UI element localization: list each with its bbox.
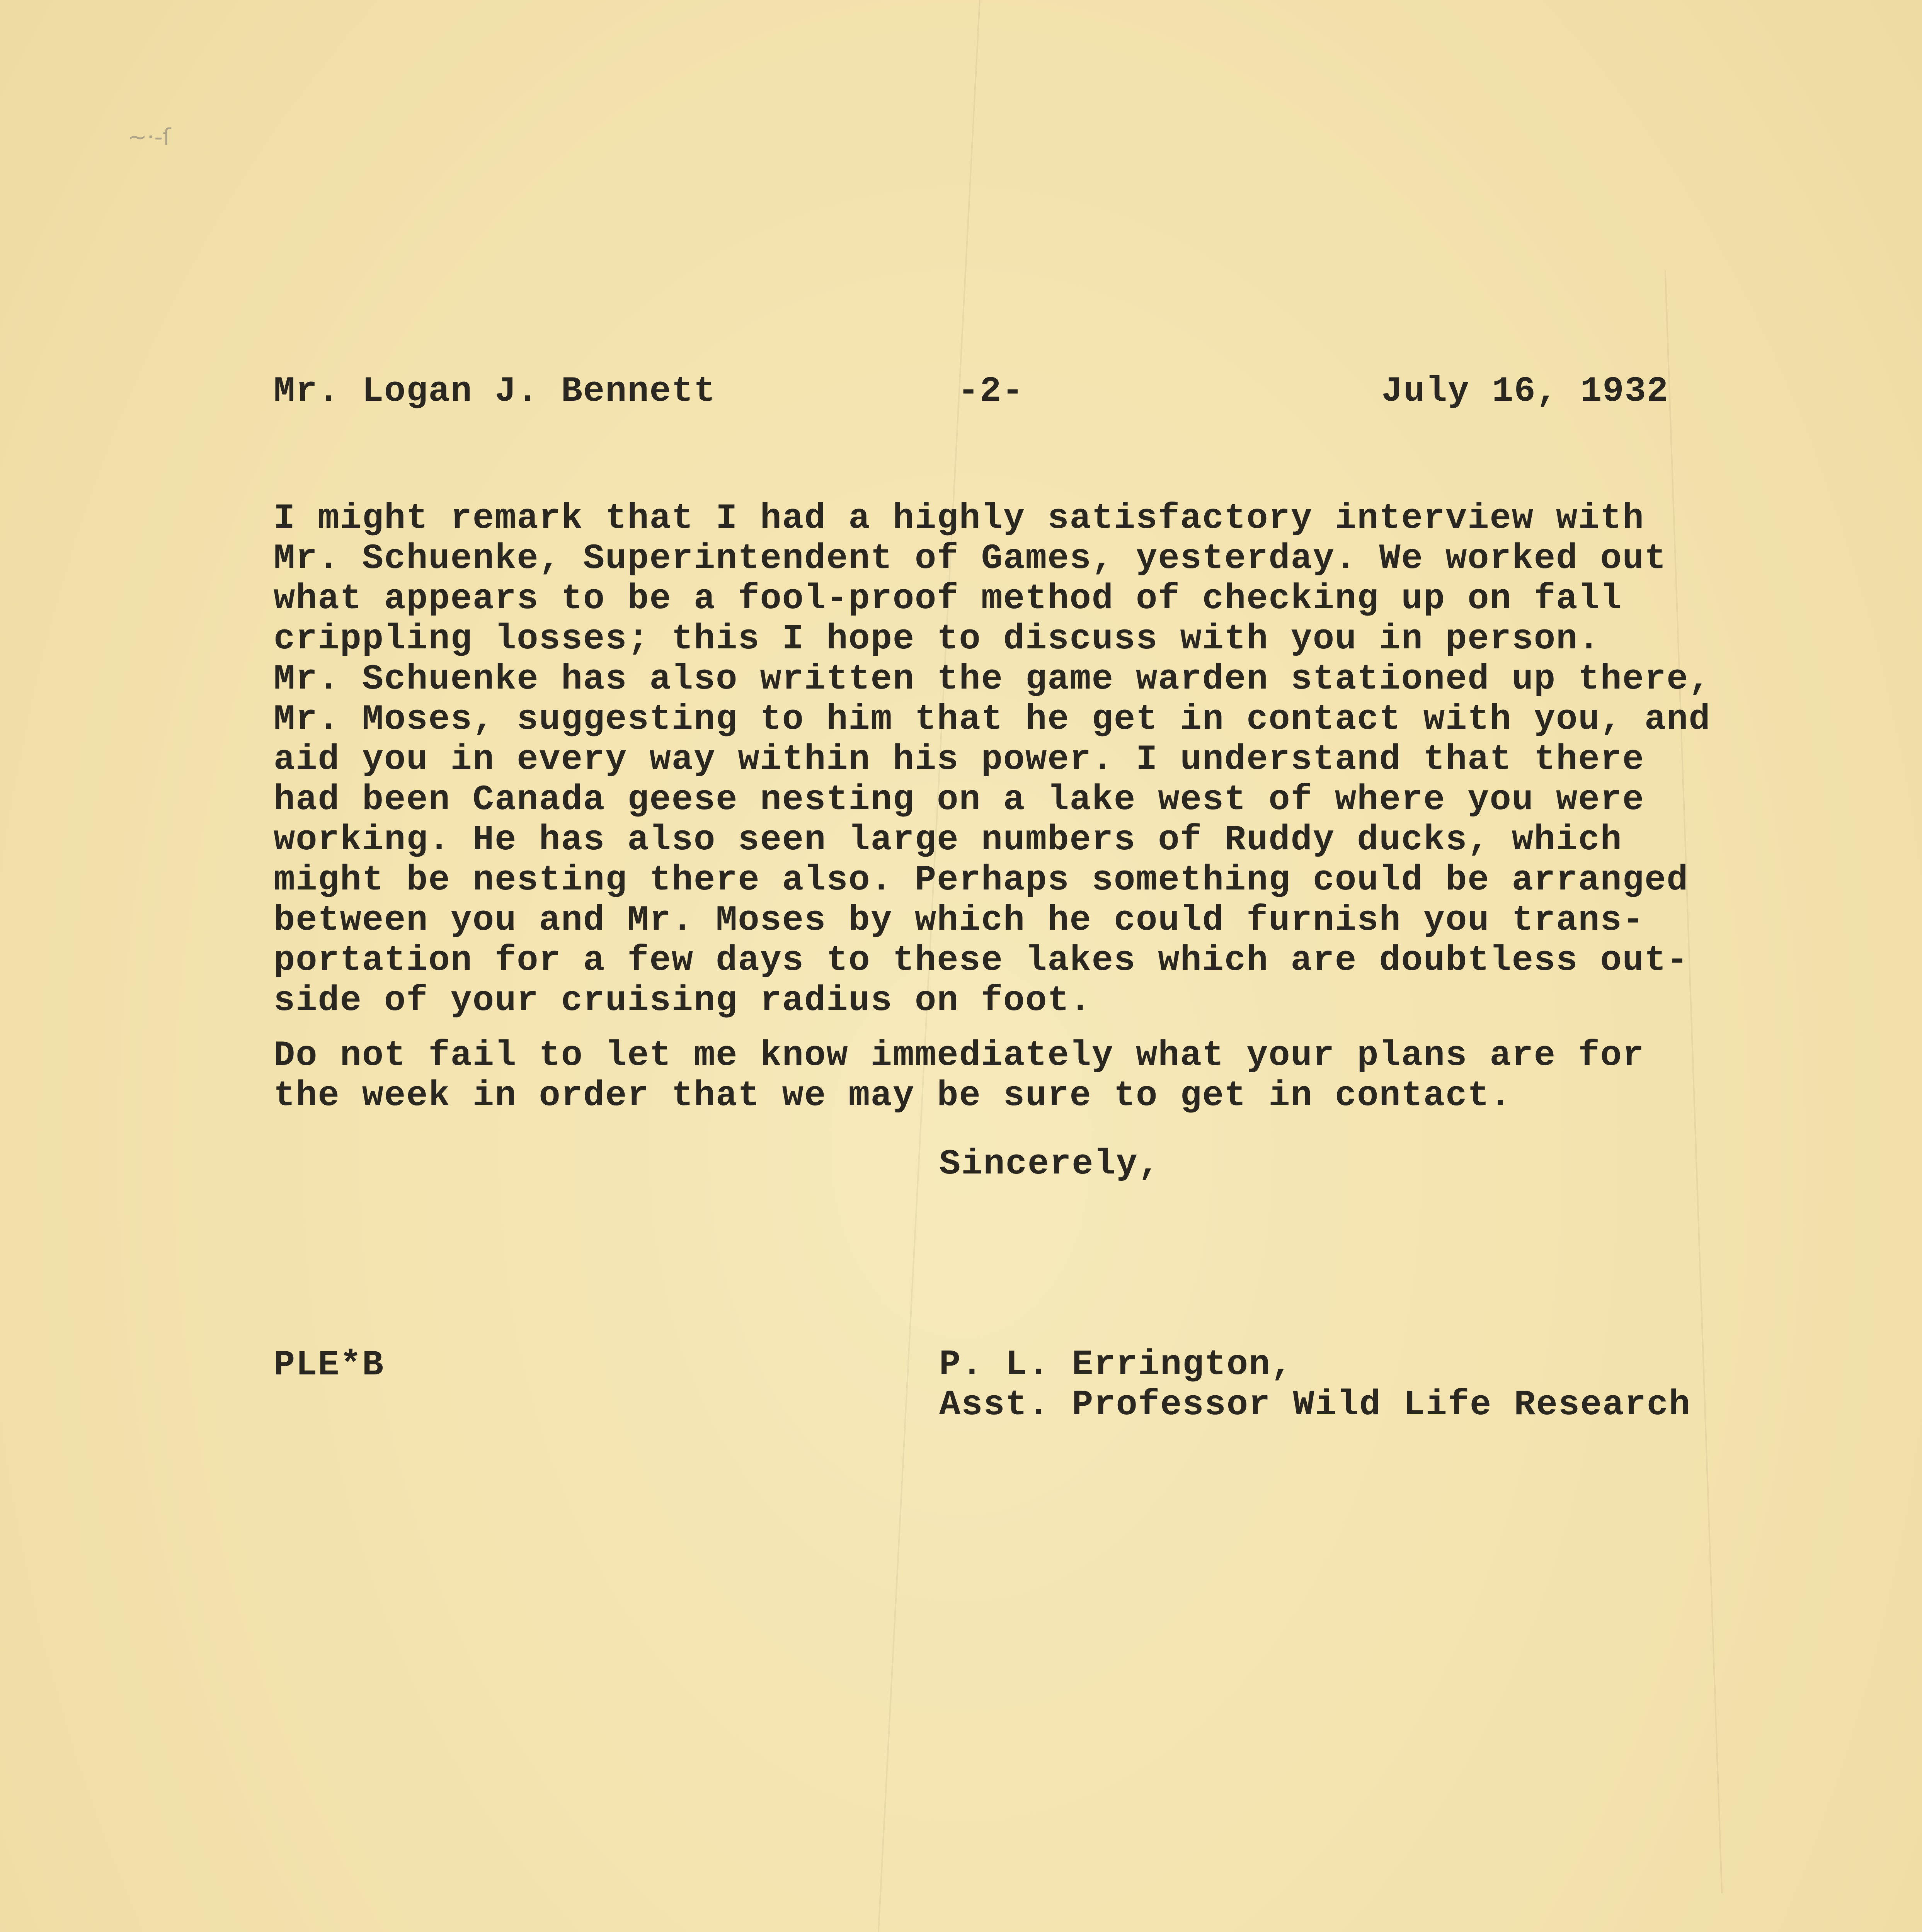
body-line: Mr. Schuenke, Superintendent of Games, yesterday. We worked out bbox=[274, 538, 1667, 579]
complimentary-close: Sincerely, bbox=[939, 1144, 1161, 1184]
body-line: Mr. Moses, suggesting to him that he get in contact with you, and bbox=[274, 699, 1711, 740]
signature-block bbox=[939, 1345, 1691, 1425]
body-paragraph-1 bbox=[274, 498, 1820, 1021]
signer-title: Asst. Professor Wild Life Research bbox=[939, 1384, 1691, 1425]
corner-pencil-mark: ~·-ſ bbox=[128, 124, 171, 151]
body-line: Do not fail to let me know immediately what your plans are for bbox=[274, 1035, 1645, 1076]
body-line: portation for a few days to these lakes which are doubtless out- bbox=[274, 940, 1689, 981]
body-line: the week in order that we may be sure to get in contact. bbox=[274, 1075, 1512, 1116]
signer-name: P. L. Errington, bbox=[939, 1344, 1293, 1385]
body-paragraph-2 bbox=[274, 1036, 1820, 1116]
body-line: I might remark that I had a highly satisfactory interview with bbox=[274, 498, 1645, 539]
page-number: -2- bbox=[958, 371, 1024, 412]
body-line: between you and Mr. Moses by which he could furnish you trans- bbox=[274, 900, 1645, 940]
body-line: aid you in every way within his power. I understand that there bbox=[274, 739, 1645, 780]
body-line: might be nesting there also. Perhaps something could be arranged bbox=[274, 860, 1689, 900]
body-line: what appears to be a fool-proof method of checking up on fall bbox=[274, 578, 1622, 619]
letter-header bbox=[274, 371, 1669, 425]
typist-initials: PLE*B bbox=[274, 1345, 385, 1385]
letter-date: July 16, 1932 bbox=[1381, 371, 1669, 412]
body-line: side of your cruising radius on foot. bbox=[274, 980, 1092, 1021]
body-line: had been Canada geese nesting on a lake west of where you were bbox=[274, 779, 1645, 820]
body-line: crippling losses; this I hope to discuss with you in person. bbox=[274, 619, 1600, 659]
addressee-name: Mr. Logan J. Bennett bbox=[274, 371, 716, 412]
body-line: working. He has also seen large numbers of Ruddy ducks, which bbox=[274, 820, 1622, 860]
body-line: Mr. Schuenke has also written the game warden stationed up there, bbox=[274, 659, 1711, 699]
